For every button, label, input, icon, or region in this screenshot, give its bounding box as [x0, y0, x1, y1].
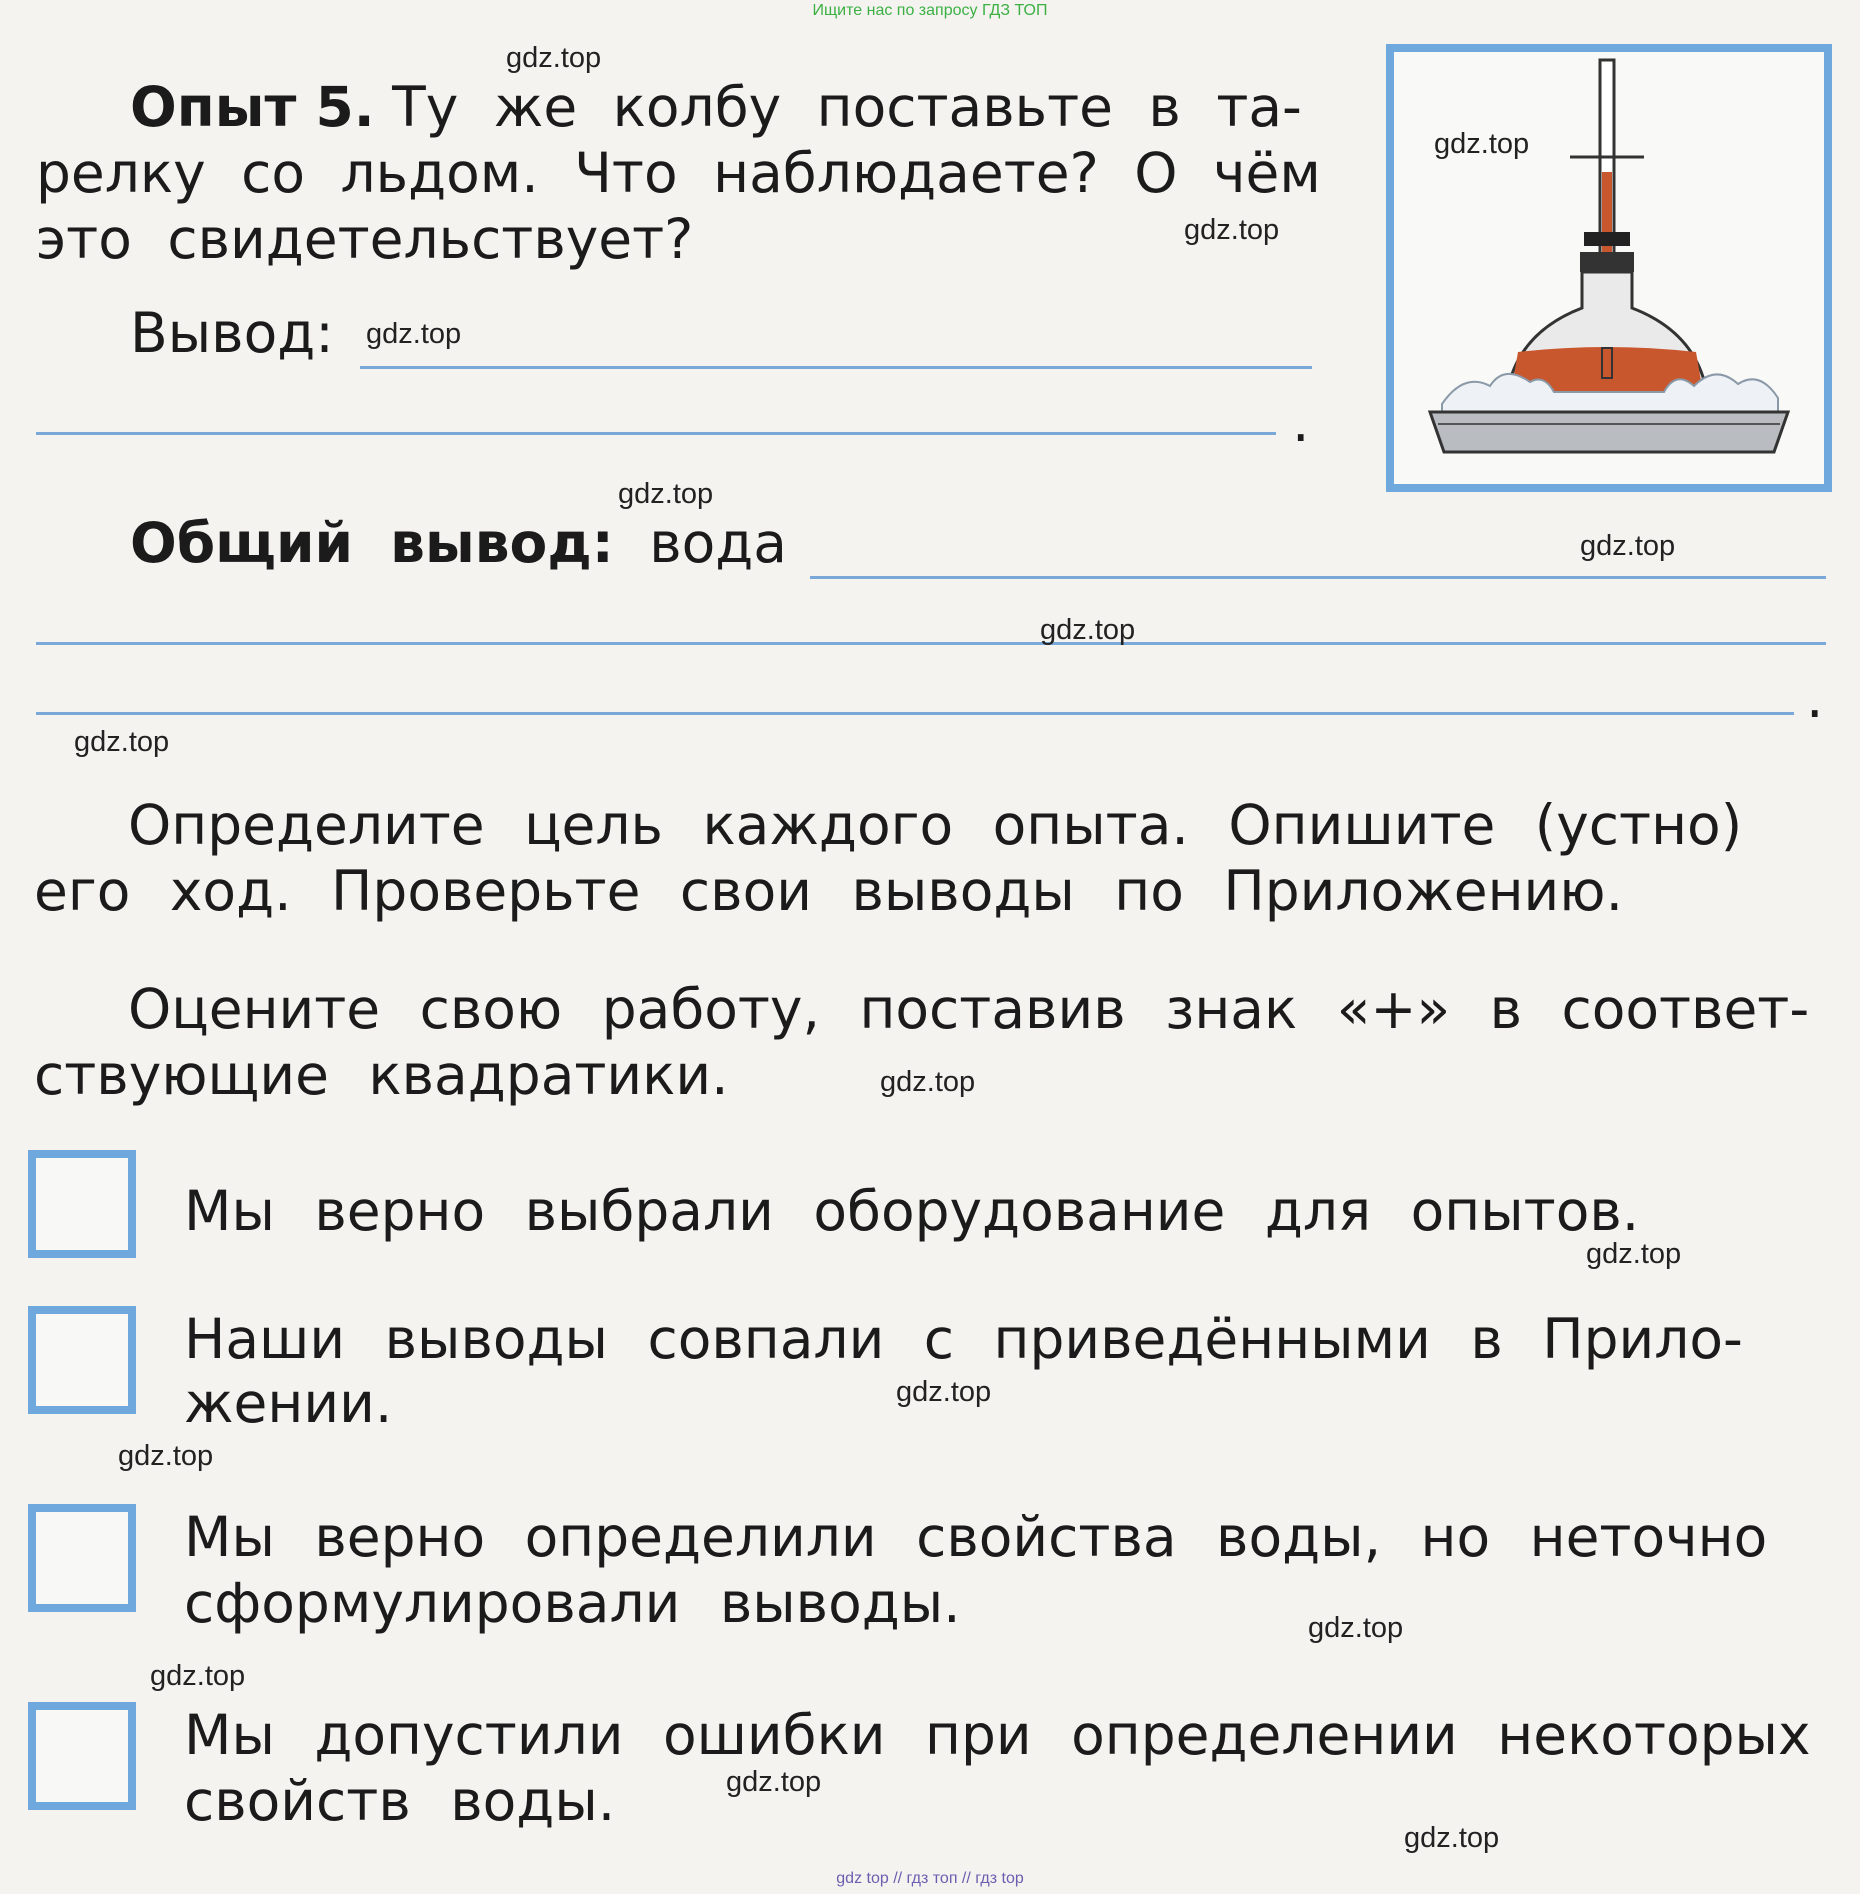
experiment-text-1: Ту же колбу поставьте в та-	[392, 75, 1302, 139]
check-item-2-line-1: Наши выводы совпали с приведёнными в Прило-	[184, 1307, 1743, 1371]
top-banner[interactable]: Ищите нас по запросу ГДЗ ТОП	[812, 2, 1048, 19]
check-item-1-line-1: Мы верно выбрали оборудование для опытов.	[184, 1179, 1640, 1243]
check-item-4-line-1: Мы допустили ошибки при определении некоторых	[184, 1703, 1811, 1767]
general-start: вода	[649, 511, 788, 575]
watermark: gdz.top	[150, 1660, 246, 1692]
watermark: gdz.top	[74, 726, 170, 758]
general-label: Общий вывод:	[130, 511, 614, 575]
instruction-line-1: Определите цель каждого опыта. Опишите (устно)	[128, 793, 1743, 857]
general-answer-line-1[interactable]	[810, 576, 1826, 579]
general-answer-line-3[interactable]	[36, 712, 1794, 715]
period-mark: .	[1292, 390, 1310, 454]
watermark: gdz.top	[1184, 214, 1280, 246]
watermark: gdz.top	[1434, 128, 1530, 160]
watermark: gdz.top	[506, 42, 602, 74]
watermark: gdz.top	[1040, 614, 1136, 646]
conclusion-label: Вывод:	[130, 301, 334, 365]
experiment-line-3: это свидетельствует?	[36, 207, 694, 271]
watermark: gdz.top	[880, 1066, 976, 1098]
watermark: gdz.top	[1404, 1822, 1500, 1854]
watermark: gdz.top	[1580, 530, 1676, 562]
period-mark: .	[1806, 666, 1824, 730]
watermark: gdz.top	[118, 1440, 214, 1472]
check-item-3-line-2: сформулировали выводы.	[184, 1571, 961, 1635]
flask-on-ice-icon	[1394, 52, 1824, 484]
watermark: gdz.top	[1308, 1612, 1404, 1644]
conclusion-answer-line-2[interactable]	[36, 432, 1276, 435]
bottom-banner[interactable]: gdz top // гдз топ // гдз top	[836, 1870, 1024, 1887]
experiment-line-1	[130, 74, 1302, 140]
stopper-top-icon	[1584, 232, 1630, 246]
self-check-checkbox[interactable]	[28, 1150, 136, 1258]
instruction-line-3: Оцените свою работу, поставив знак «+» в соответ-	[128, 977, 1810, 1041]
check-item-3-line-1: Мы верно определили свойства воды, но неточно	[184, 1505, 1768, 1569]
watermark: gdz.top	[618, 478, 714, 510]
experiment-title: Опыт 5.	[130, 75, 375, 139]
self-check-checkbox[interactable]	[28, 1702, 136, 1810]
experiment-line-2: релку со льдом. Что наблюдаете? О чём	[36, 141, 1321, 205]
instruction-line-4: ствующие квадратики.	[34, 1043, 729, 1107]
self-check-checkbox[interactable]	[28, 1504, 136, 1612]
stopper-icon	[1580, 252, 1634, 272]
instruction-line-2: его ход. Проверьте свои выводы по Приложению.	[34, 859, 1624, 923]
self-check-checkbox[interactable]	[28, 1306, 136, 1414]
watermark: gdz.top	[366, 318, 462, 350]
watermark: gdz.top	[896, 1376, 992, 1408]
general-line	[130, 510, 787, 576]
watermark: gdz.top	[726, 1766, 822, 1798]
watermark: gdz.top	[1586, 1238, 1682, 1270]
general-answer-line-2[interactable]	[36, 642, 1826, 645]
illustration-frame	[1386, 44, 1832, 492]
tray-icon	[1430, 412, 1788, 452]
conclusion-answer-line-1[interactable]	[360, 366, 1312, 369]
check-item-2-line-2: жении.	[184, 1371, 393, 1435]
check-item-4-line-2: свойств воды.	[184, 1769, 616, 1833]
